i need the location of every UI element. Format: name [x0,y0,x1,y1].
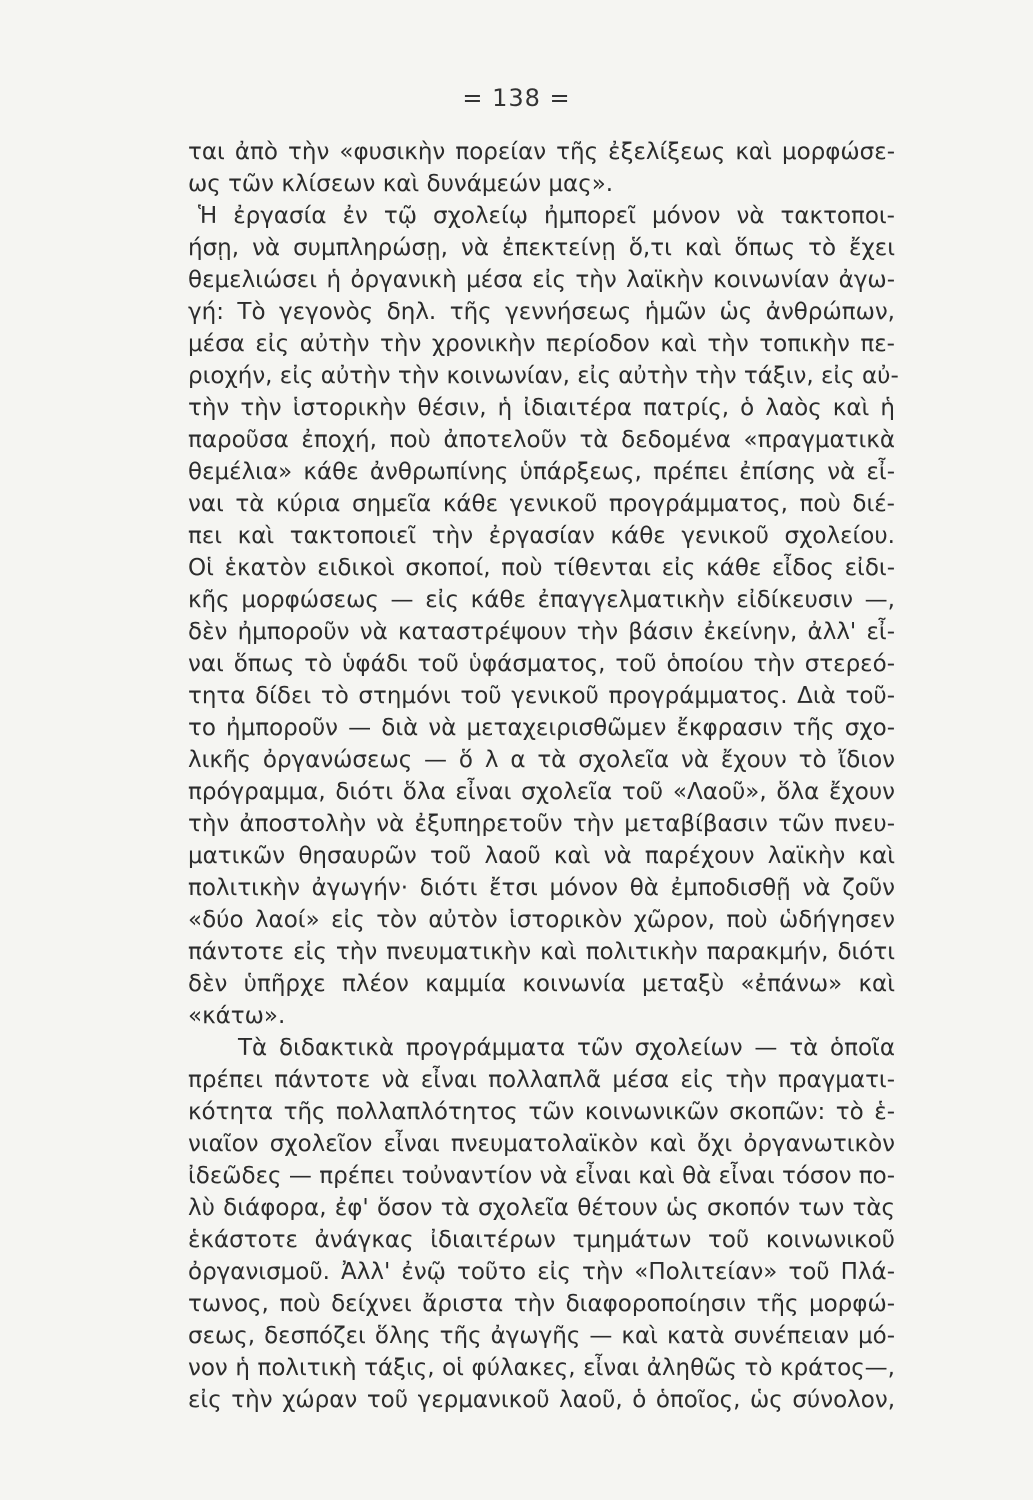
text-line: κῆς μορφώσεως — εἰς κάθε ἐπαγγελματικὴν εἰδίκευσιν —, [188,587,895,613]
text-line: νιαῖον σχολεῖον εἶναι πνευματολαϊκὸν καὶ ὄχι ὀργανωτικὸν [188,1131,895,1157]
text-line: ἰδεῶδες — πρέπει τοὐναντίον νὰ εἶναι καὶ θὰ εἶναι τόσον πο- [188,1163,895,1189]
text-line: πολιτικὴν ἀγωγήν· διότι ἔτσι μόνον θὰ ἐμποδισθῇ νὰ ζοῦν [188,875,895,901]
text-line: νον ἡ πολιτικὴ τάξις, οἱ φύλακες, εἶναι ἀληθῶς τὸ κράτος—, [188,1355,895,1381]
text-line: «κάτω». [188,1003,286,1029]
text-line: το ἠμποροῦν — διὰ νὰ μεταχειρισθῶμεν ἔκφρασιν τῆς σχο- [188,715,895,741]
text-line: γή: Τὸ γεγονὸς δηλ. τῆς γεννήσεως ἡμῶν ὡς ἀνθρώπων, [188,299,895,325]
text-line: Ἡ ἐργασία ἐν τῷ σχολείῳ ἠμπορεῖ μόνον νὰ τακτοποι- [198,203,895,229]
text-line: Οἱ ἑκατὸν ειδικοὶ σκοποί, ποὺ τίθενται εἰς κάθε εἶδος εἰδι- [188,555,895,581]
text-line: ναι τὰ κύρια σημεῖα κάθε γενικοῦ προγράμματος, ποὺ διέ- [188,491,895,517]
text-line: κότητα τῆς πολλαπλότητος τῶν κοινωνικῶν σκοπῶν: τὸ ἑ- [188,1099,895,1125]
text-line: λὺ διάφορα, ἐφ' ὅσον τὰ σχολεῖα θέτουν ὡς σκοπόν των τὰς [188,1195,895,1221]
text-line: πάντοτε εἰς τὴν πνευματικὴν καὶ πολιτικὴν παρακμήν, διότι [188,939,895,965]
text-line: δὲν ὑπῆρχε πλέον καμμία κοινωνία μεταξὺ «ἐπάνω» καὶ [188,971,895,997]
text-line: πει καὶ τακτοποιεῖ τὴν ἐργασίαν κάθε γενικοῦ σχολείου. [188,523,895,549]
text-line: σεως, δεσπόζει ὅλης τῆς ἀγωγῆς — καὶ κατὰ συνέπειαν μό- [188,1323,895,1349]
text-line: ὀργανισμοῦ. Ἀλλ' ἐνῷ τοῦτο εἰς τὴν «Πολιτείαν» τοῦ Πλά- [188,1259,895,1285]
text-line: μέσα εἰς αὐτὴν τὴν χρονικὴν περίοδον καὶ τὴν τοπικὴν πε- [188,331,895,357]
text-line: «δύο λαοί» εἰς τὸν αὐτὸν ἱστορικὸν χῶρον, ποὺ ὡδήγησεν [188,907,895,933]
text-line: τὴν ἀποστολὴν νὰ ἐξυπηρετοῦν τὴν μεταβίβασιν τῶν πνευ- [188,811,895,837]
body-text [188,136,899,1416]
text-line: ριοχήν, εἰς αὐτὴν τὴν κοινωνίαν, εἰς αὐτὴν τὴν τάξιν, εἰς αὐ- [188,363,899,389]
text-line: ἑκάστοτε ἀνάγκας ἰδιαιτέρων τμημάτων τοῦ κοινωνικοῦ [188,1227,895,1253]
text-line: θεμελιώσει ἡ ὀργανικὴ μέσα εἰς τὴν λαϊκὴν κοινωνίαν ἀγω- [188,267,895,293]
text-line: τωνος, ποὺ δείχνει ἄριστα τὴν διαφοροποίησιν τῆς μορφώ- [188,1291,895,1317]
text-line: εἰς τὴν χώραν τοῦ γερμανικοῦ λαοῦ, ὁ ὁποῖος, ὡς σύνολον, [188,1387,895,1413]
text-line: ως τῶν κλίσεων καὶ δυνάμεών μας». [188,171,614,197]
text-line: πρέπει πάντοτε νὰ εἶναι πολλαπλᾶ μέσα εἰς τὴν πραγματι- [188,1067,895,1093]
text-line: τὴν τὴν ἱστορικὴν θέσιν, ἡ ἰδιαιτέρα πατρίς, ὁ λαὸς καὶ ἡ [188,395,895,421]
text-line: ματικῶν θησαυρῶν τοῦ λαοῦ καὶ νὰ παρέχουν λαϊκὴν καὶ [188,843,895,869]
text-line: θεμέλια» κάθε ἀνθρωπίνης ὑπάρξεως, πρέπει ἐπίσης νὰ εἶ- [188,459,895,485]
text-line: πρόγραμμα, διότι ὅλα εἶναι σχολεῖα τοῦ «Λαοῦ», ὅλα ἔχουν [188,779,895,805]
text-line: παροῦσα ἐποχή, ποὺ ἀποτελοῦν τὰ δεδομένα «πραγματικὰ [188,427,895,453]
text-line: λικῆς ὀργανώσεως — ὅ λ α τὰ σχολεῖα νὰ ἔχουν τὸ ἴδιον [188,747,895,773]
text-line: δὲν ἠμποροῦν νὰ καταστρέψουν τὴν βάσιν ἐκείνην, ἀλλ' εἶ- [188,619,895,645]
page-number: = 138 = [462,84,571,112]
text-line: τητα δίδει τὸ στημόνι τοῦ γενικοῦ προγράμματος. Διὰ τοῦ- [188,683,895,709]
text-line: ται ἀπὸ τὴν «φυσικὴν πορείαν τῆς ἐξελίξεως καὶ μορφώσε- [188,139,895,165]
text-line: ναι ὅπως τὸ ὑφάδι τοῦ ὑφάσματος, τοῦ ὁποίου τὴν στερεό- [188,651,895,677]
text-line: Τὰ διδακτικὰ προγράμματα τῶν σχολείων — τὰ ὁποῖα [238,1035,895,1061]
text-line: ήσῃ, νὰ συμπληρώσῃ, νὰ ἐπεκτείνῃ ὅ,τι καὶ ὅπως τὸ ἔχει [188,235,895,261]
